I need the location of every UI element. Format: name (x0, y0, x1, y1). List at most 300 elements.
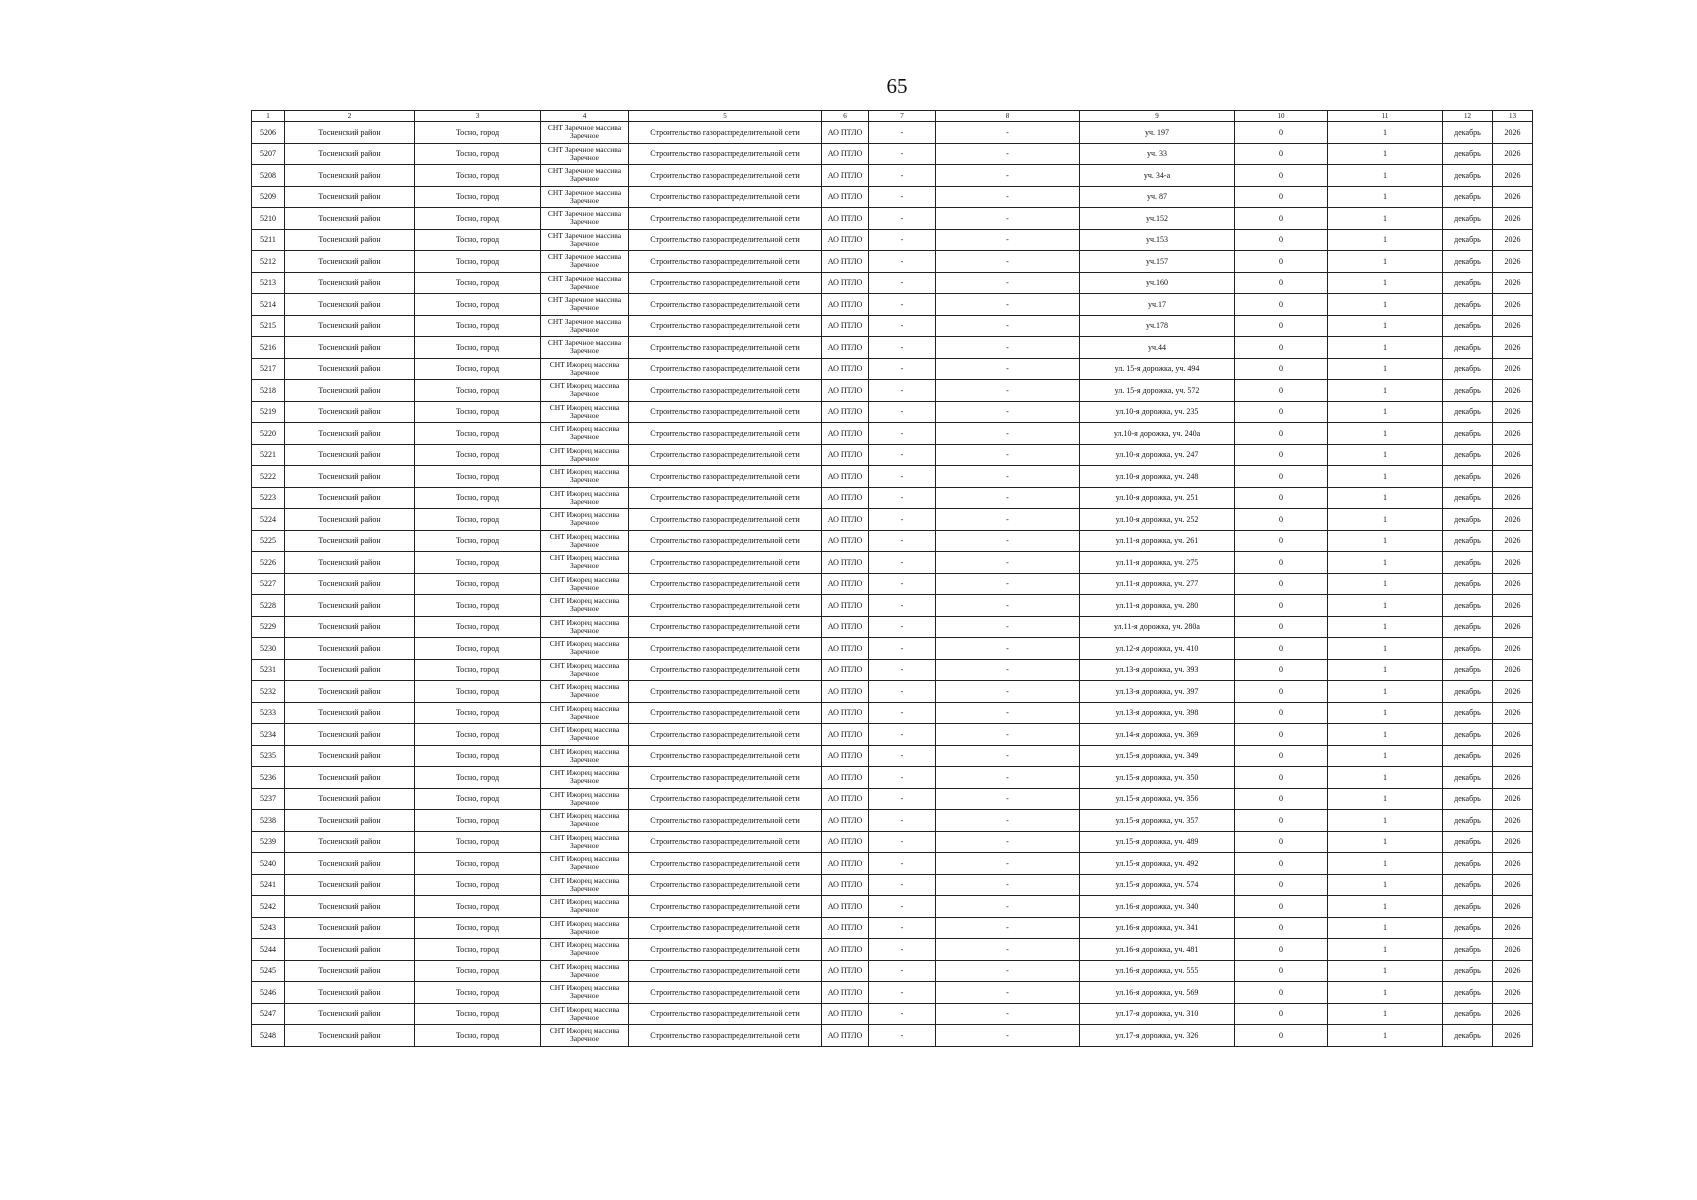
cell-work-type: Строительство газораспределительной сети (629, 251, 822, 273)
cell-month: декабрь (1443, 638, 1493, 660)
cell-col-8: - (936, 487, 1080, 509)
cell-year: 2026 (1493, 853, 1533, 875)
cell-work-type: Строительство газораспределительной сети (629, 874, 822, 896)
cell-col-8: - (936, 874, 1080, 896)
column-header-3: 3 (415, 111, 541, 122)
cell-value-11: 1 (1328, 229, 1443, 251)
cell-col-8: - (936, 165, 1080, 187)
table-row (252, 530, 1533, 552)
cell-row-number: 5226 (252, 552, 285, 574)
cell-plot: ул.15-я дорожка, уч. 489 (1080, 831, 1235, 853)
cell-plot: ул.11-я дорожка, уч. 275 (1080, 552, 1235, 574)
cell-year: 2026 (1493, 466, 1533, 488)
cell-organization: СНТ Ижорец массива Заречное (541, 380, 629, 402)
cell-plot: ул.16-я дорожка, уч. 340 (1080, 896, 1235, 918)
cell-col-8: - (936, 788, 1080, 810)
cell-col-7: - (869, 1003, 936, 1025)
cell-operator: АО ПТЛО (822, 745, 869, 767)
cell-value-11: 1 (1328, 917, 1443, 939)
cell-district: Тосненский район (285, 358, 415, 380)
cell-year: 2026 (1493, 939, 1533, 961)
cell-year: 2026 (1493, 229, 1533, 251)
cell-year: 2026 (1493, 423, 1533, 445)
cell-col-7: - (869, 638, 936, 660)
cell-row-number: 5230 (252, 638, 285, 660)
table-row (252, 745, 1533, 767)
cell-work-type: Строительство газораспределительной сети (629, 939, 822, 961)
cell-col-7: - (869, 702, 936, 724)
cell-month: декабрь (1443, 358, 1493, 380)
cell-operator: АО ПТЛО (822, 616, 869, 638)
cell-col-8: - (936, 831, 1080, 853)
cell-value-10: 0 (1235, 143, 1328, 165)
cell-row-number: 5211 (252, 229, 285, 251)
cell-month: декабрь (1443, 1003, 1493, 1025)
cell-col-8: - (936, 724, 1080, 746)
cell-col-7: - (869, 595, 936, 617)
cell-col-8: - (936, 315, 1080, 337)
cell-row-number: 5237 (252, 788, 285, 810)
cell-organization: СНТ Ижорец массива Заречное (541, 874, 629, 896)
table-row (252, 724, 1533, 746)
cell-col-8: - (936, 122, 1080, 144)
cell-col-7: - (869, 616, 936, 638)
cell-row-number: 5216 (252, 337, 285, 359)
cell-row-number: 5236 (252, 767, 285, 789)
cell-plot: ул.10-я дорожка, уч. 252 (1080, 509, 1235, 531)
cell-operator: АО ПТЛО (822, 831, 869, 853)
cell-col-8: - (936, 1003, 1080, 1025)
cell-district: Тосненский район (285, 724, 415, 746)
cell-settlement: Тосно, город (415, 982, 541, 1004)
column-header-5: 5 (629, 111, 822, 122)
cell-plot: уч. 33 (1080, 143, 1235, 165)
cell-operator: АО ПТЛО (822, 853, 869, 875)
cell-value-10: 0 (1235, 616, 1328, 638)
cell-operator: АО ПТЛО (822, 229, 869, 251)
cell-plot: уч.152 (1080, 208, 1235, 230)
cell-month: декабрь (1443, 982, 1493, 1004)
cell-col-7: - (869, 982, 936, 1004)
table-row (252, 186, 1533, 208)
column-header-13: 13 (1493, 111, 1533, 122)
cell-operator: АО ПТЛО (822, 659, 869, 681)
cell-col-8: - (936, 896, 1080, 918)
cell-work-type: Строительство газораспределительной сети (629, 960, 822, 982)
cell-district: Тосненский район (285, 745, 415, 767)
cell-organization: СНТ Ижорец массива Заречное (541, 466, 629, 488)
cell-work-type: Строительство газораспределительной сети (629, 165, 822, 187)
cell-operator: АО ПТЛО (822, 294, 869, 316)
cell-work-type: Строительство газораспределительной сети (629, 724, 822, 746)
cell-value-11: 1 (1328, 638, 1443, 660)
cell-district: Тосненский район (285, 186, 415, 208)
cell-col-8: - (936, 681, 1080, 703)
cell-district: Тосненский район (285, 380, 415, 402)
cell-value-10: 0 (1235, 1025, 1328, 1047)
cell-col-7: - (869, 122, 936, 144)
table-row (252, 681, 1533, 703)
cell-settlement: Тосно, город (415, 423, 541, 445)
table-row (252, 702, 1533, 724)
cell-value-10: 0 (1235, 337, 1328, 359)
cell-district: Тосненский район (285, 788, 415, 810)
cell-district: Тосненский район (285, 122, 415, 144)
cell-row-number: 5238 (252, 810, 285, 832)
cell-operator: АО ПТЛО (822, 401, 869, 423)
cell-value-11: 1 (1328, 874, 1443, 896)
cell-year: 2026 (1493, 896, 1533, 918)
cell-year: 2026 (1493, 186, 1533, 208)
cell-col-7: - (869, 767, 936, 789)
cell-value-11: 1 (1328, 982, 1443, 1004)
cell-work-type: Строительство газораспределительной сети (629, 853, 822, 875)
cell-organization: СНТ Ижорец массива Заречное (541, 939, 629, 961)
table-row (252, 208, 1533, 230)
cell-month: декабрь (1443, 595, 1493, 617)
cell-row-number: 5209 (252, 186, 285, 208)
cell-month: декабрь (1443, 767, 1493, 789)
cell-value-11: 1 (1328, 294, 1443, 316)
cell-district: Тосненский район (285, 337, 415, 359)
cell-work-type: Строительство газораспределительной сети (629, 509, 822, 531)
cell-col-8: - (936, 229, 1080, 251)
cell-organization: СНТ Ижорец массива Заречное (541, 1003, 629, 1025)
cell-row-number: 5241 (252, 874, 285, 896)
cell-value-10: 0 (1235, 659, 1328, 681)
cell-plot: уч.17 (1080, 294, 1235, 316)
cell-row-number: 5214 (252, 294, 285, 316)
cell-value-10: 0 (1235, 960, 1328, 982)
cell-organization: СНТ Ижорец массива Заречное (541, 917, 629, 939)
cell-operator: АО ПТЛО (822, 595, 869, 617)
cell-col-8: - (936, 272, 1080, 294)
cell-settlement: Тосно, город (415, 530, 541, 552)
cell-organization: СНТ Заречное массива Заречное (541, 272, 629, 294)
cell-organization: СНТ Ижорец массива Заречное (541, 595, 629, 617)
cell-plot: ул.15-я дорожка, уч. 349 (1080, 745, 1235, 767)
cell-month: декабрь (1443, 552, 1493, 574)
cell-settlement: Тосно, город (415, 573, 541, 595)
cell-district: Тосненский район (285, 401, 415, 423)
table-row (252, 315, 1533, 337)
table-row (252, 272, 1533, 294)
cell-plot: ул.10-я дорожка, уч. 240а (1080, 423, 1235, 445)
cell-col-7: - (869, 294, 936, 316)
cell-value-11: 1 (1328, 509, 1443, 531)
cell-value-10: 0 (1235, 788, 1328, 810)
cell-month: декабрь (1443, 294, 1493, 316)
cell-year: 2026 (1493, 122, 1533, 144)
cell-organization: СНТ Ижорец массива Заречное (541, 702, 629, 724)
cell-col-8: - (936, 337, 1080, 359)
cell-col-7: - (869, 509, 936, 531)
cell-district: Тосненский район (285, 939, 415, 961)
cell-work-type: Строительство газораспределительной сети (629, 638, 822, 660)
cell-year: 2026 (1493, 208, 1533, 230)
cell-col-7: - (869, 917, 936, 939)
cell-col-7: - (869, 552, 936, 574)
cell-work-type: Строительство газораспределительной сети (629, 466, 822, 488)
cell-settlement: Тосно, город (415, 788, 541, 810)
cell-value-10: 0 (1235, 487, 1328, 509)
cell-month: декабрь (1443, 229, 1493, 251)
cell-year: 2026 (1493, 616, 1533, 638)
cell-district: Тосненский район (285, 466, 415, 488)
cell-district: Тосненский район (285, 616, 415, 638)
cell-col-8: - (936, 853, 1080, 875)
cell-value-11: 1 (1328, 681, 1443, 703)
cell-organization: СНТ Ижорец массива Заречное (541, 681, 629, 703)
cell-operator: АО ПТЛО (822, 487, 869, 509)
cell-settlement: Тосно, город (415, 444, 541, 466)
cell-col-7: - (869, 380, 936, 402)
cell-work-type: Строительство газораспределительной сети (629, 143, 822, 165)
cell-operator: АО ПТЛО (822, 423, 869, 445)
cell-district: Тосненский район (285, 810, 415, 832)
cell-value-10: 0 (1235, 767, 1328, 789)
table-row (252, 874, 1533, 896)
cell-value-11: 1 (1328, 337, 1443, 359)
table-row (252, 767, 1533, 789)
cell-col-7: - (869, 939, 936, 961)
cell-plot: ул.16-я дорожка, уч. 341 (1080, 917, 1235, 939)
cell-row-number: 5233 (252, 702, 285, 724)
cell-year: 2026 (1493, 552, 1533, 574)
cell-year: 2026 (1493, 960, 1533, 982)
cell-district: Тосненский район (285, 294, 415, 316)
cell-district: Тосненский район (285, 165, 415, 187)
cell-col-7: - (869, 466, 936, 488)
cell-settlement: Тосно, город (415, 1025, 541, 1047)
cell-col-8: - (936, 380, 1080, 402)
cell-col-7: - (869, 358, 936, 380)
cell-col-7: - (869, 251, 936, 273)
cell-work-type: Строительство газораспределительной сети (629, 702, 822, 724)
cell-operator: АО ПТЛО (822, 143, 869, 165)
cell-year: 2026 (1493, 444, 1533, 466)
table-row (252, 595, 1533, 617)
page-number: 65 (886, 74, 908, 98)
cell-settlement: Тосно, город (415, 208, 541, 230)
cell-plot: ул.10-я дорожка, уч. 248 (1080, 466, 1235, 488)
table-row (252, 552, 1533, 574)
column-header-4: 4 (541, 111, 629, 122)
cell-value-10: 0 (1235, 165, 1328, 187)
cell-value-10: 0 (1235, 509, 1328, 531)
cell-year: 2026 (1493, 1025, 1533, 1047)
table-row (252, 896, 1533, 918)
cell-year: 2026 (1493, 487, 1533, 509)
cell-organization: СНТ Ижорец массива Заречное (541, 401, 629, 423)
cell-col-7: - (869, 423, 936, 445)
cell-year: 2026 (1493, 767, 1533, 789)
cell-col-8: - (936, 530, 1080, 552)
cell-work-type: Строительство газораспределительной сети (629, 767, 822, 789)
cell-settlement: Тосно, город (415, 315, 541, 337)
cell-settlement: Тосно, город (415, 143, 541, 165)
cell-col-7: - (869, 960, 936, 982)
cell-month: декабрь (1443, 874, 1493, 896)
cell-value-10: 0 (1235, 874, 1328, 896)
cell-month: декабрь (1443, 444, 1493, 466)
cell-plot: ул.10-я дорожка, уч. 235 (1080, 401, 1235, 423)
cell-value-11: 1 (1328, 573, 1443, 595)
cell-value-11: 1 (1328, 444, 1443, 466)
cell-settlement: Тосно, город (415, 401, 541, 423)
cell-value-11: 1 (1328, 896, 1443, 918)
cell-organization: СНТ Заречное массива Заречное (541, 186, 629, 208)
cell-district: Тосненский район (285, 638, 415, 660)
cell-col-8: - (936, 982, 1080, 1004)
cell-plot: ул.13-я дорожка, уч. 398 (1080, 702, 1235, 724)
cell-district: Тосненский район (285, 595, 415, 617)
cell-col-8: - (936, 917, 1080, 939)
cell-col-8: - (936, 638, 1080, 660)
cell-plot: уч.178 (1080, 315, 1235, 337)
cell-value-11: 1 (1328, 401, 1443, 423)
cell-value-10: 0 (1235, 831, 1328, 853)
cell-row-number: 5232 (252, 681, 285, 703)
cell-settlement: Тосно, город (415, 939, 541, 961)
cell-value-10: 0 (1235, 358, 1328, 380)
cell-settlement: Тосно, город (415, 294, 541, 316)
cell-col-8: - (936, 143, 1080, 165)
cell-col-8: - (936, 1025, 1080, 1047)
cell-organization: СНТ Ижорец массива Заречное (541, 853, 629, 875)
cell-organization: СНТ Заречное массива Заречное (541, 315, 629, 337)
column-header-11: 11 (1328, 111, 1443, 122)
cell-district: Тосненский район (285, 444, 415, 466)
cell-operator: АО ПТЛО (822, 702, 869, 724)
cell-value-11: 1 (1328, 165, 1443, 187)
cell-organization: СНТ Ижорец массива Заречное (541, 788, 629, 810)
cell-row-number: 5245 (252, 960, 285, 982)
cell-row-number: 5246 (252, 982, 285, 1004)
cell-year: 2026 (1493, 638, 1533, 660)
cell-value-11: 1 (1328, 552, 1443, 574)
cell-district: Тосненский район (285, 530, 415, 552)
cell-work-type: Строительство газораспределительной сети (629, 810, 822, 832)
cell-organization: СНТ Ижорец массива Заречное (541, 423, 629, 445)
cell-value-10: 0 (1235, 982, 1328, 1004)
cell-month: декабрь (1443, 724, 1493, 746)
cell-col-7: - (869, 831, 936, 853)
cell-col-8: - (936, 595, 1080, 617)
cell-organization: СНТ Заречное массива Заречное (541, 143, 629, 165)
cell-plot: ул.15-я дорожка, уч. 356 (1080, 788, 1235, 810)
cell-row-number: 5229 (252, 616, 285, 638)
table-row (252, 659, 1533, 681)
cell-operator: АО ПТЛО (822, 358, 869, 380)
cell-settlement: Тосно, город (415, 552, 541, 574)
cell-month: декабрь (1443, 573, 1493, 595)
cell-value-10: 0 (1235, 423, 1328, 445)
cell-value-11: 1 (1328, 939, 1443, 961)
table-row (252, 380, 1533, 402)
cell-value-11: 1 (1328, 788, 1443, 810)
cell-work-type: Строительство газораспределительной сети (629, 337, 822, 359)
cell-plot: ул.15-я дорожка, уч. 357 (1080, 810, 1235, 832)
cell-month: декабрь (1443, 251, 1493, 273)
cell-operator: АО ПТЛО (822, 208, 869, 230)
cell-operator: АО ПТЛО (822, 1025, 869, 1047)
column-header-8: 8 (936, 111, 1080, 122)
cell-district: Тосненский район (285, 487, 415, 509)
table-row (252, 573, 1533, 595)
table-row (252, 616, 1533, 638)
cell-year: 2026 (1493, 595, 1533, 617)
cell-col-7: - (869, 1025, 936, 1047)
cell-row-number: 5235 (252, 745, 285, 767)
cell-settlement: Тосно, город (415, 509, 541, 531)
cell-settlement: Тосно, город (415, 466, 541, 488)
cell-value-11: 1 (1328, 1003, 1443, 1025)
cell-row-number: 5231 (252, 659, 285, 681)
cell-col-8: - (936, 960, 1080, 982)
cell-value-11: 1 (1328, 423, 1443, 445)
cell-row-number: 5243 (252, 917, 285, 939)
cell-plot: ул.17-я дорожка, уч. 310 (1080, 1003, 1235, 1025)
cell-operator: АО ПТЛО (822, 509, 869, 531)
cell-operator: АО ПТЛО (822, 466, 869, 488)
cell-value-10: 0 (1235, 810, 1328, 832)
cell-month: декабрь (1443, 616, 1493, 638)
cell-row-number: 5213 (252, 272, 285, 294)
cell-organization: СНТ Ижорец массива Заречное (541, 896, 629, 918)
cell-value-11: 1 (1328, 380, 1443, 402)
cell-settlement: Тосно, город (415, 251, 541, 273)
cell-month: декабрь (1443, 208, 1493, 230)
cell-col-7: - (869, 745, 936, 767)
cell-plot: ул.11-я дорожка, уч. 280а (1080, 616, 1235, 638)
cell-year: 2026 (1493, 745, 1533, 767)
cell-plot: ул.10-я дорожка, уч. 251 (1080, 487, 1235, 509)
cell-value-10: 0 (1235, 401, 1328, 423)
cell-work-type: Строительство газораспределительной сети (629, 530, 822, 552)
cell-operator: АО ПТЛО (822, 272, 869, 294)
cell-work-type: Строительство газораспределительной сети (629, 788, 822, 810)
cell-work-type: Строительство газораспределительной сети (629, 487, 822, 509)
cell-district: Тосненский район (285, 143, 415, 165)
cell-work-type: Строительство газораспределительной сети (629, 616, 822, 638)
cell-month: декабрь (1443, 960, 1493, 982)
cell-col-7: - (869, 487, 936, 509)
cell-col-7: - (869, 788, 936, 810)
cell-col-8: - (936, 466, 1080, 488)
cell-col-7: - (869, 896, 936, 918)
column-header-9: 9 (1080, 111, 1235, 122)
table-row (252, 831, 1533, 853)
cell-organization: СНТ Ижорец массива Заречное (541, 358, 629, 380)
cell-row-number: 5218 (252, 380, 285, 402)
cell-work-type: Строительство газораспределительной сети (629, 444, 822, 466)
cell-col-7: - (869, 272, 936, 294)
cell-col-7: - (869, 724, 936, 746)
cell-settlement: Тосно, город (415, 616, 541, 638)
table-row (252, 853, 1533, 875)
cell-col-8: - (936, 358, 1080, 380)
cell-organization: СНТ Ижорец массива Заречное (541, 659, 629, 681)
cell-work-type: Строительство газораспределительной сети (629, 745, 822, 767)
cell-month: декабрь (1443, 659, 1493, 681)
cell-operator: АО ПТЛО (822, 724, 869, 746)
cell-value-11: 1 (1328, 853, 1443, 875)
cell-col-8: - (936, 552, 1080, 574)
cell-col-8: - (936, 444, 1080, 466)
cell-row-number: 5206 (252, 122, 285, 144)
cell-district: Тосненский район (285, 251, 415, 273)
